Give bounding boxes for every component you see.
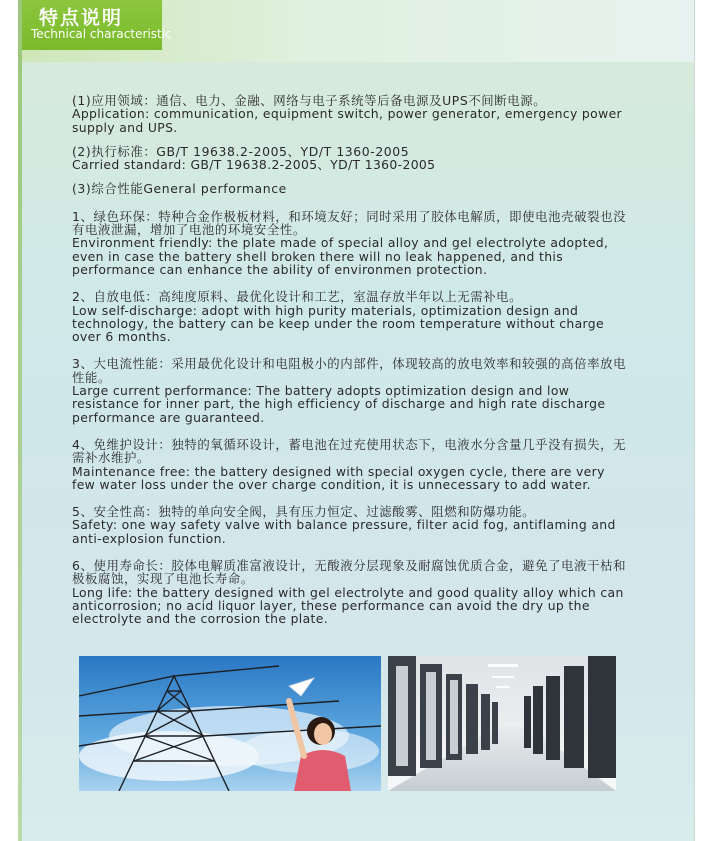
section-header-tab	[22, 0, 172, 50]
section-environment-friendly	[72, 210, 632, 276]
server-room-illustration	[388, 656, 616, 791]
section-maintenance-free	[72, 438, 632, 491]
section-en-text: Application: communication, equipment switch, power generator, emergency power supply and UPS.	[72, 106, 622, 135]
section-standard	[72, 145, 632, 172]
section-en-text: Long life: the battery designed with gel electrolyte and good quality alloy which can anticorrosion; no acid liquor layer, these performance can avoid the dry up the electrolyte and the corrosion the plate.	[72, 584, 624, 627]
section-cn-text: (2)执行标准：GB/T 19638.2-2005、YD/T 1360-2005	[72, 143, 410, 159]
section-cn-text: 2、自放电低：高纯度原料、最优化设计和工艺，室温存放半年以上无需补电。	[72, 289, 523, 305]
section-en-text: Environment friendly: the plate made of special alloy and gel electrolyte adopted, even in case the battery shell broken there will no leak happened, and this performance can enhance the ability of environmen protection.	[72, 235, 609, 277]
section-en-text: Maintenance free: the battery designed with special oxygen cycle, there are very few water loss under the over charge condition, it is unnecessary to add water.	[72, 463, 605, 492]
section-low-self-discharge	[72, 290, 632, 343]
section-cn-text: 5、安全性高：独特的单向安全阀，具有压力恒定、过滤酸雾、阻燃和防爆功能。	[72, 504, 536, 520]
right-edge-line	[694, 0, 695, 841]
section-cn-text: (1)应用领域：通信、电力、金融、网络与电子系统等后备电源及UPS不间断电源。	[72, 93, 547, 108]
section-en-text: Large current performance: The battery adopts optimization design and low resistance for inner part, the high efficiency of discharge and high rate discharge performance are guaranteed.	[72, 383, 606, 425]
section-safety	[72, 505, 632, 545]
section-en-text: Low self-discharge: adopt with high purity materials, optimization design and technology, the battery can be keep under the room temperature without charge over 6 months.	[72, 302, 604, 345]
section-long-life	[72, 559, 632, 625]
header-title: 特点说明	[39, 7, 124, 29]
section-general-performance	[72, 182, 632, 195]
photo-power-tower	[79, 656, 381, 791]
section-application	[72, 94, 632, 134]
section-cn-text: 6、使用寿命长：胶体电解质准富液设计，无酸液分层现象及耐腐蚀优质合金，避免了电液干枯和极板腐蚀，实现了电池长寿命。	[72, 558, 627, 587]
photo-data-center	[388, 656, 616, 791]
section-cn-text: 3、大电流性能：采用最优化设计和电阻极小的内部件，体现较高的放电效率和较强的高倍率放电性能。	[72, 356, 627, 385]
header-subtitle: Technical characteristic	[31, 27, 172, 41]
power-tower-illustration	[79, 656, 381, 791]
left-accent-bar	[18, 0, 22, 841]
section-en-text: Safety: one way safety valve with balance pressure, filter acid fog, antiflaming and anti-explosion function.	[72, 517, 616, 546]
section-cn-text: (3)综合性能General performance	[72, 181, 287, 197]
section-cn-text: 1、绿色环保：特种合金作极板材料，和环境友好；同时采用了胶体电解质，即使电池壳破裂也没有电液泄漏，增加了电池的环境安全性。	[72, 208, 627, 238]
section-large-current	[72, 357, 632, 423]
section-cn-text: 4、免维护设计：独特的氧循环设计，蓄电池在过充使用状态下，电液水分含量几乎没有损失，无需补水维护。	[72, 436, 627, 466]
section-en-text: Carried standard: GB/T 19638.2-2005、YD/T 1360-2005	[72, 157, 436, 173]
feature-text-block	[72, 94, 632, 637]
